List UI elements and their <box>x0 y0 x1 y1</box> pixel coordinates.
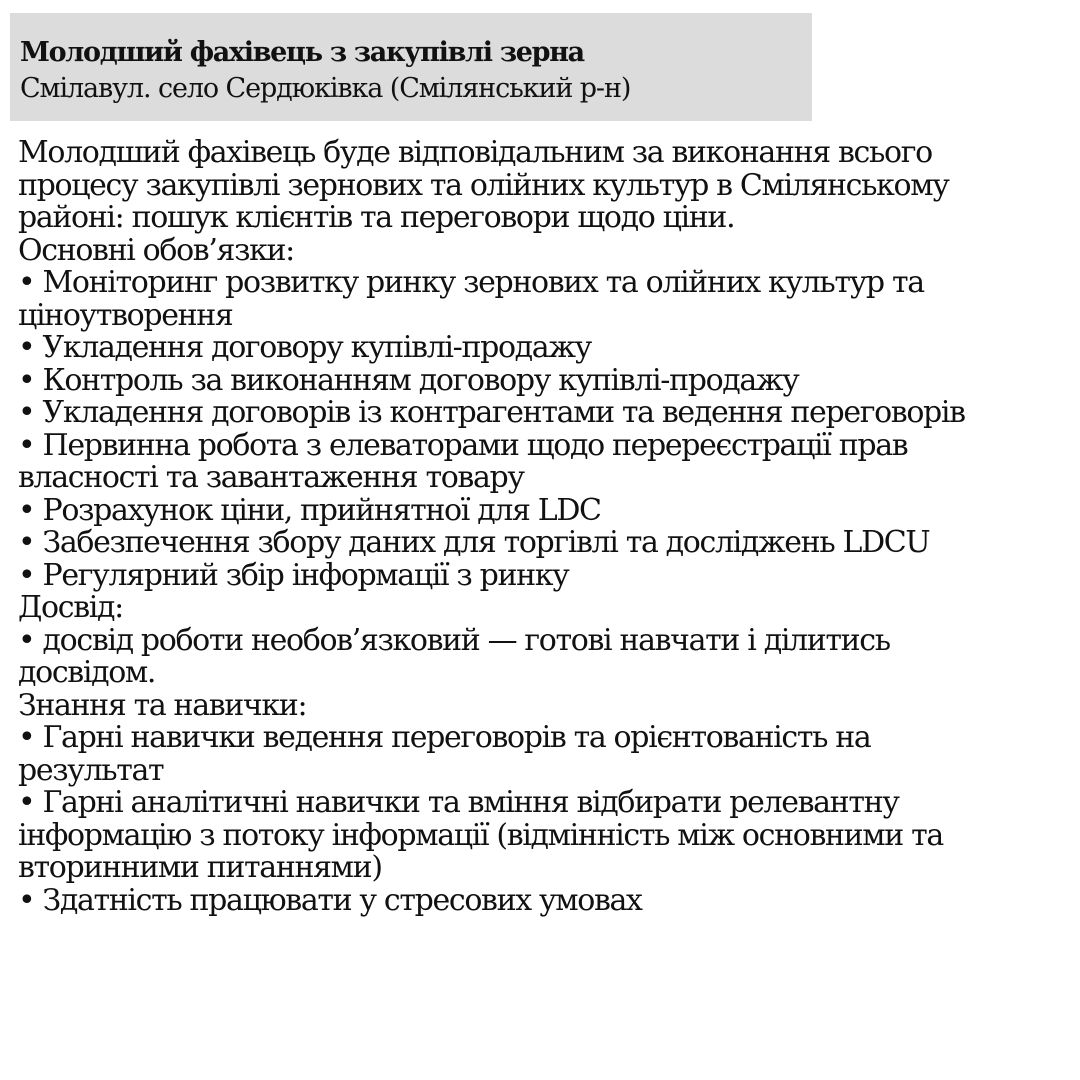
section-heading-experience: Досвід: <box>18 590 123 625</box>
list-item-continuation: ціноутворення <box>18 297 233 333</box>
list-item: • Гарні навички ведення переговорів та орієнтованість на <box>18 720 871 755</box>
section-heading-duties: Основні обов’язки: <box>18 232 294 268</box>
list-item: • Здатність працювати у стресових умовах <box>18 882 642 918</box>
job-description <box>18 137 1074 917</box>
list-item: • Укладення договору купівлі-продажу <box>18 330 591 365</box>
list-item: • Гарні аналітичні навички та вміння відбирати релевантну <box>18 785 899 820</box>
description-line: Молодший фахівець буде відповідальним за виконання всього <box>18 135 932 170</box>
list-item-continuation: досвідом. <box>18 655 156 690</box>
list-item-continuation: вторинними питаннями) <box>18 850 382 885</box>
list-item: • Укладення договорів із контрагентами та ведення переговорів <box>18 395 965 430</box>
section-heading-skills: Знання та навички: <box>18 687 307 723</box>
list-item: • Забезпечення збору даних для торгівлі та досліджень LDCU <box>18 525 930 560</box>
description-line: процесу закупівлі зернових та олійних культур в Смілянському <box>18 167 949 203</box>
list-item-continuation: інформацію з потоку інформації (відмінність між основними та <box>18 817 943 853</box>
list-item: • досвід роботи необов’язковий — готові навчати і ділитись <box>18 622 890 658</box>
list-item-continuation: власності та завантаження товару <box>18 460 524 495</box>
list-item: • Регулярний збір інформації з ринку <box>18 557 569 593</box>
description-line: районі: пошук клієнтів та переговори щодо ціни. <box>18 200 735 235</box>
job-title: Молодший фахівець з закупівлі зерна <box>20 37 584 68</box>
list-item: • Моніторинг розвитку ринку зернових та олійних культур та <box>18 265 924 300</box>
list-item: • Первинна робота з елеваторами щодо перереєстрації прав <box>18 427 908 463</box>
job-header <box>10 13 812 121</box>
list-item-continuation: результат <box>18 752 164 788</box>
list-item: • Розрахунок ціни, прийнятної для LDC <box>18 492 601 528</box>
list-item: • Контроль за виконанням договору купівлі-продажу <box>18 362 799 398</box>
job-location: Смілавул. село Сердюківка (Смілянський р-н) <box>20 73 631 104</box>
